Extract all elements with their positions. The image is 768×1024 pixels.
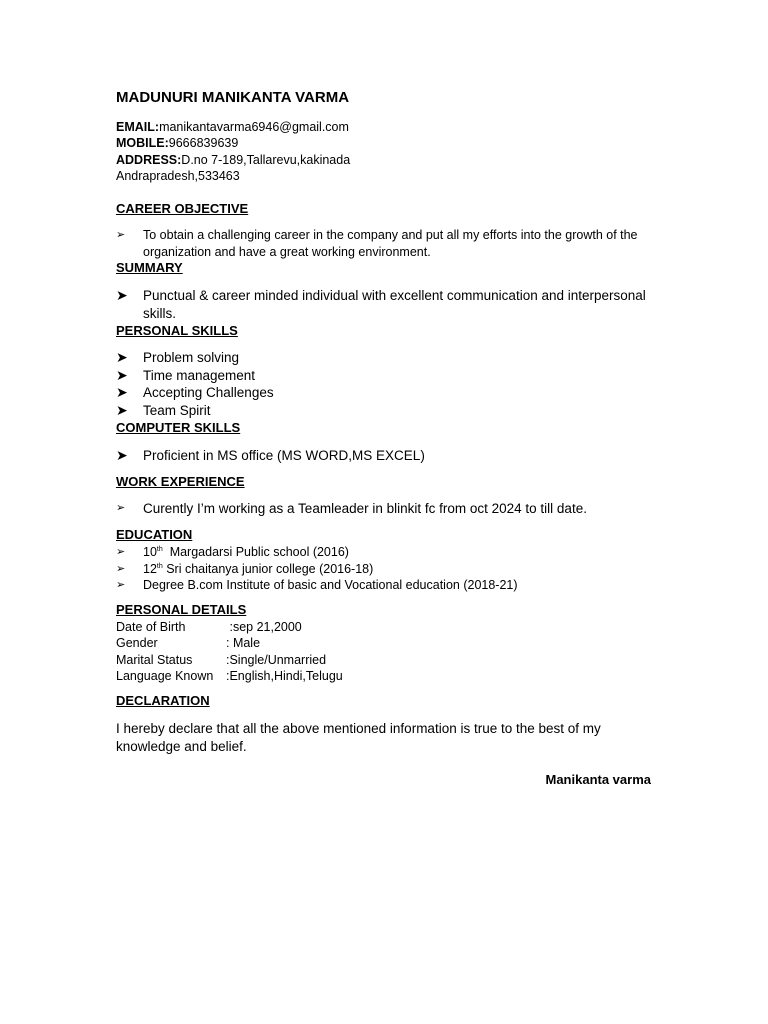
list-item — [116, 349, 656, 367]
arrow-bullet-icon: ➤ — [116, 287, 128, 303]
education-text: Degree B.com Institute of basic and Vocational education (2018-21) — [143, 578, 518, 592]
address-line-2: Andrapradesh,533463 — [116, 168, 240, 183]
list-item-text: Time management — [143, 367, 256, 383]
education-num: 10 — [143, 545, 157, 559]
list-item-text: Curently I’m working as a Teamleader in blinkit fc from oct 2024 to till date. — [143, 501, 587, 516]
summary-heading: SUMMARY — [116, 260, 183, 275]
education-sup: th — [156, 562, 163, 570]
list-item — [116, 544, 656, 561]
list-item-text: Accepting Challenges — [143, 385, 274, 400]
education-text: Margadarsi Public school (2016) — [162, 545, 349, 559]
arrow-bullet-icon: ➤ — [116, 384, 128, 400]
education-sup: th — [156, 545, 163, 553]
mobile-label: MOBILE: — [116, 136, 169, 151]
summary-list — [116, 287, 656, 322]
mobile-line — [116, 135, 350, 151]
list-item — [116, 384, 656, 402]
list-item-text: Punctual & career minded individual with excellent communication and interpersonal skills. — [143, 288, 646, 321]
personal-skills-list — [116, 349, 656, 419]
work-experience-list — [116, 500, 656, 518]
detail-row — [116, 619, 343, 635]
address-line — [116, 152, 350, 168]
arrow-bullet-icon: ➤ — [116, 447, 128, 463]
email-label: EMAIL: — [116, 120, 160, 134]
arrow-bullet-icon: ➤ — [116, 349, 128, 365]
arrow-bullet-icon: ➢ — [116, 229, 126, 241]
list-item — [116, 287, 656, 322]
detail-value: :English,Hindi,Telugu — [226, 668, 343, 683]
declaration-text: I hereby declare that all the above mentioned information is true to the best of my knowledge and belief. — [116, 721, 601, 754]
personal-skills-heading: PERSONAL SKILLS — [116, 323, 238, 338]
arrow-bullet-icon: ➤ — [116, 366, 128, 383]
computer-skills-heading: COMPUTER SKILLS — [116, 420, 241, 435]
arrow-bullet-icon: ➢ — [116, 546, 126, 558]
detail-value: :sep 21,2000 — [226, 620, 302, 634]
list-item — [116, 561, 656, 578]
work-experience-heading: WORK EXPERIENCE — [116, 474, 245, 489]
detail-value: : Male — [226, 636, 261, 651]
arrow-bullet-icon: ➢ — [116, 579, 126, 591]
education-num: 12 — [143, 561, 157, 576]
personal-details-heading: PERSONAL DETAILS — [116, 602, 247, 617]
email-line — [116, 119, 350, 135]
list-item — [116, 447, 656, 465]
detail-label: Marital Status — [116, 652, 193, 667]
contact-block — [116, 119, 350, 184]
declaration-heading: DECLARATION — [116, 693, 210, 708]
education-heading: EDUCATION — [116, 527, 193, 542]
list-item-text: Problem solving — [143, 350, 240, 365]
mobile-value: 9666839639 — [168, 136, 239, 151]
list-item — [116, 577, 656, 594]
personal-details-table — [116, 619, 343, 684]
arrow-bullet-icon: ➢ — [116, 502, 126, 514]
detail-value: :Single/Unmarried — [226, 652, 327, 667]
education-list — [116, 544, 656, 594]
computer-skills-list — [116, 447, 656, 465]
email-value: manikantavarma6946@gmail.com — [159, 120, 349, 134]
detail-row — [116, 635, 343, 651]
list-item — [116, 227, 656, 260]
career-objective-list — [116, 227, 656, 260]
list-item-text: Proficient in MS office (MS WORD,MS EXCEL) — [143, 448, 425, 463]
address-value: D.no 7-189,Tallarevu,kakinada — [181, 152, 351, 167]
list-item-text: Team Spirit — [143, 402, 211, 418]
career-objective-heading: CAREER OBJECTIVE — [116, 201, 249, 216]
detail-label: Language Known — [116, 668, 214, 683]
signature: Manikanta varma — [545, 772, 651, 787]
list-item — [116, 500, 656, 518]
detail-row — [116, 652, 343, 668]
detail-label: Gender — [116, 636, 158, 651]
candidate-name: MADUNURI MANIKANTA VARMA — [116, 89, 350, 106]
detail-row — [116, 668, 343, 684]
arrow-bullet-icon: ➢ — [116, 562, 126, 575]
detail-label: Date of Birth — [116, 620, 186, 634]
list-item-text: To obtain a challenging career in the company and put all my efforts into the growth of the organization and have a great working environment. — [143, 228, 638, 259]
list-item — [116, 367, 656, 385]
arrow-bullet-icon: ➤ — [116, 401, 128, 418]
address-label: ADDRESS: — [116, 152, 182, 167]
education-text: Sri chaitanya junior college (2016-18) — [162, 561, 374, 576]
list-item — [116, 402, 656, 420]
